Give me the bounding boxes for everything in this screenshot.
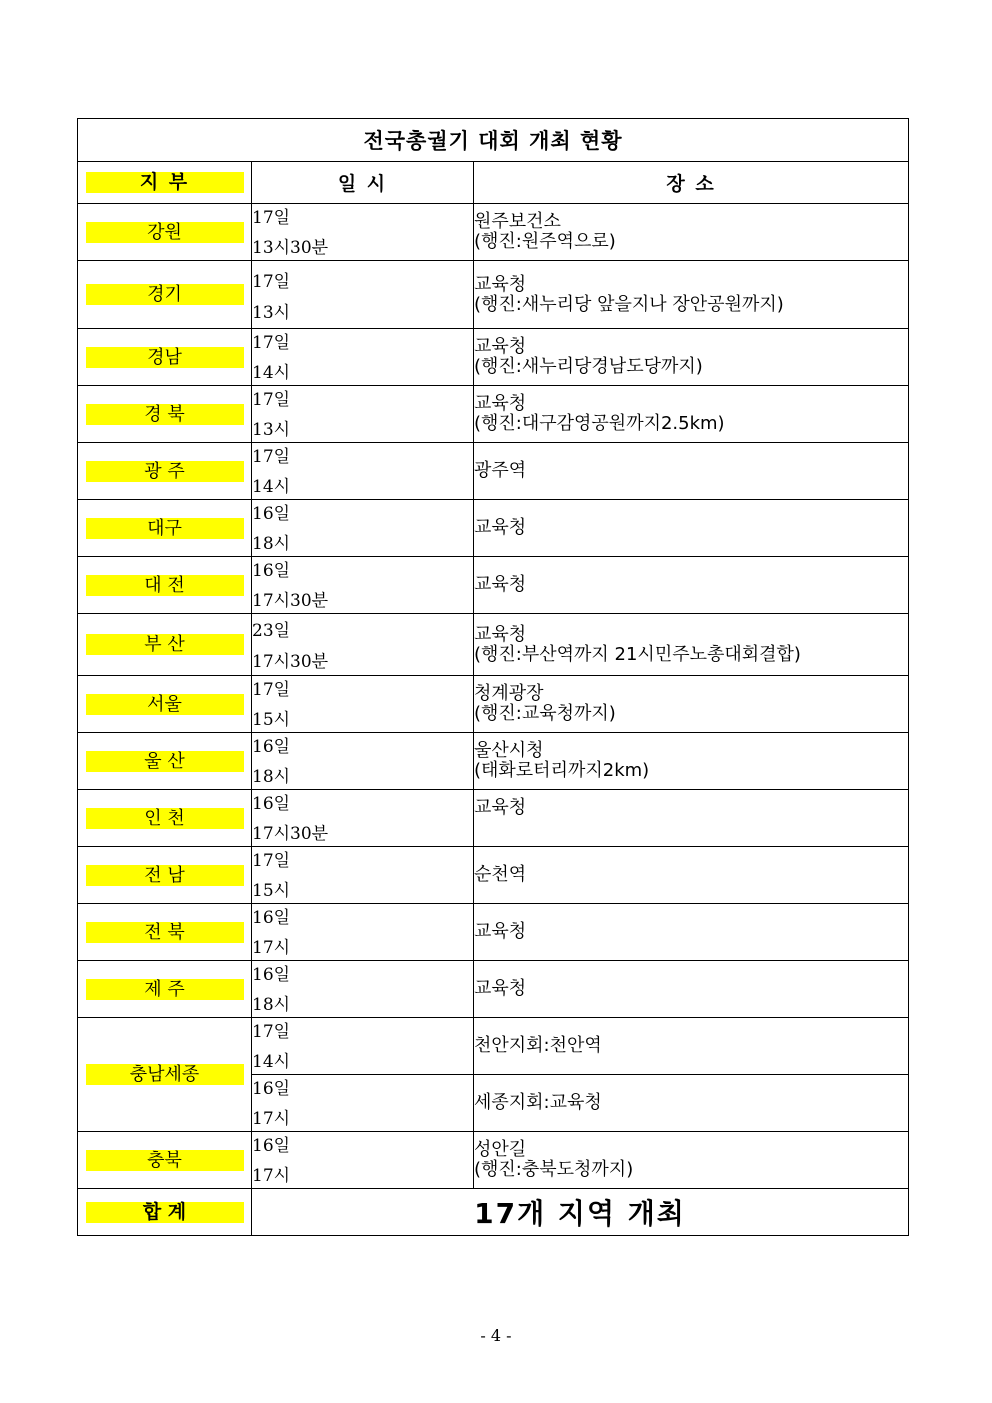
table-title: 전국총궐기 대회 개최 현황 — [78, 119, 909, 162]
table-row — [78, 904, 909, 961]
event-time: 18시 — [252, 533, 291, 554]
event-place: 청계광장 — [474, 683, 544, 704]
table-row — [78, 204, 909, 261]
branch-name: 경기 — [86, 284, 244, 305]
event-time: 15시 — [252, 709, 291, 730]
event-time: 17시 — [252, 1108, 291, 1129]
event-time: 13시 — [252, 419, 291, 440]
branch-name: 부 산 — [86, 634, 244, 655]
table-row — [78, 847, 909, 904]
event-day: 16일 — [252, 964, 291, 985]
event-time: 17시30분 — [252, 823, 329, 844]
event-march-route: (행진:부산역까지 21시민주노총대회결합) — [474, 643, 801, 665]
branch-name: 광 주 — [86, 461, 244, 482]
table-row — [78, 676, 909, 733]
event-time: 14시 — [252, 362, 291, 383]
event-place: 교육청 — [474, 574, 527, 595]
event-day: 17일 — [252, 389, 291, 410]
branch-name: 대 전 — [86, 575, 244, 596]
branch-name: 제 주 — [86, 979, 244, 1000]
event-place: 성안길 — [474, 1139, 527, 1160]
event-time: 17시30분 — [252, 652, 329, 672]
event-place: 교육청 — [474, 978, 527, 999]
event-place: 교육청 — [474, 393, 527, 414]
event-place: 원주보건소 — [474, 211, 561, 232]
event-place: 천안지회:천안역 — [474, 1035, 602, 1056]
table-row — [78, 500, 909, 557]
branch-name: 울 산 — [86, 751, 244, 772]
event-time: 14시 — [252, 1051, 291, 1072]
table-row — [78, 443, 909, 500]
total-row — [78, 1189, 909, 1236]
event-day: 17일 — [252, 207, 291, 228]
event-day: 17일 — [252, 679, 291, 700]
event-day: 23일 — [252, 621, 291, 641]
table-row — [78, 261, 909, 329]
event-day: 17일 — [252, 1021, 291, 1042]
event-march-route: (태화로터리까지2km) — [474, 760, 650, 781]
event-place: 광주역 — [474, 460, 527, 481]
event-place: 교육청 — [474, 517, 527, 538]
rally-status-table — [77, 118, 909, 1236]
event-march-route: (행진:원주역으로) — [474, 231, 616, 252]
branch-name: 충남세종 — [86, 1064, 244, 1085]
event-day: 16일 — [252, 1135, 291, 1156]
event-time: 17시 — [252, 1165, 291, 1186]
event-day: 16일 — [252, 1078, 291, 1099]
header-branch: 지 부 — [78, 162, 252, 204]
table-row — [78, 386, 909, 443]
event-time: 17시30분 — [252, 590, 329, 611]
branch-name: 인 천 — [86, 808, 244, 829]
event-time: 18시 — [252, 766, 291, 787]
table-row — [78, 329, 909, 386]
branch-name: 전 북 — [86, 922, 244, 943]
page-number: - 4 - — [480, 1326, 512, 1345]
event-place: 울산시청 — [474, 740, 544, 761]
event-march-route: (행진:새누리당 앞을지나 장안공원까지) — [474, 293, 784, 315]
table-row — [78, 733, 909, 790]
table-row — [78, 1018, 909, 1075]
branch-name: 경남 — [86, 347, 244, 368]
table-row — [78, 614, 909, 676]
event-time: 13시 — [252, 302, 291, 323]
event-day: 16일 — [252, 560, 291, 581]
event-march-route: (행진:교육청까지) — [474, 703, 616, 724]
event-place: 세종지회:교육청 — [474, 1092, 602, 1113]
event-day: 16일 — [252, 793, 291, 814]
event-march-route: (행진:충북도청까지) — [474, 1159, 634, 1180]
event-day: 17일 — [252, 332, 291, 353]
branch-name: 서울 — [86, 694, 244, 715]
branch-name: 경 북 — [86, 404, 244, 425]
event-day: 17일 — [252, 446, 291, 467]
event-place: 교육청 — [474, 797, 527, 818]
total-label: 합 계 — [86, 1202, 244, 1223]
event-place: 교육청 — [474, 336, 527, 357]
event-place: 교육청 — [474, 273, 527, 295]
event-time: 14시 — [252, 476, 291, 497]
event-place: 교육청 — [474, 623, 527, 645]
event-place: 교육청 — [474, 921, 527, 942]
event-day: 17일 — [252, 850, 291, 871]
event-time: 15시 — [252, 880, 291, 901]
total-value: 17개 지역 개최 — [252, 1189, 909, 1236]
table-row — [78, 961, 909, 1018]
event-day: 17일 — [252, 271, 291, 292]
event-time: 17시 — [252, 937, 291, 958]
branch-name: 대구 — [86, 518, 244, 539]
table-row — [78, 790, 909, 847]
table-row — [78, 1132, 909, 1189]
event-day: 16일 — [252, 907, 291, 928]
event-march-route: (행진:새누리당경남도당까지) — [474, 356, 703, 377]
event-place: 순천역 — [474, 864, 527, 885]
event-time: 18시 — [252, 994, 291, 1015]
branch-name: 충북 — [86, 1150, 244, 1171]
branch-name: 전 남 — [86, 865, 244, 886]
event-day: 16일 — [252, 736, 291, 757]
table-row — [78, 557, 909, 614]
event-time: 13시30분 — [252, 237, 329, 258]
header-datetime: 일 시 — [252, 162, 474, 204]
branch-name: 강원 — [86, 222, 244, 243]
event-day: 16일 — [252, 503, 291, 524]
header-place: 장 소 — [474, 162, 909, 204]
event-march-route: (행진:대구감영공원까지2.5km) — [474, 413, 725, 434]
